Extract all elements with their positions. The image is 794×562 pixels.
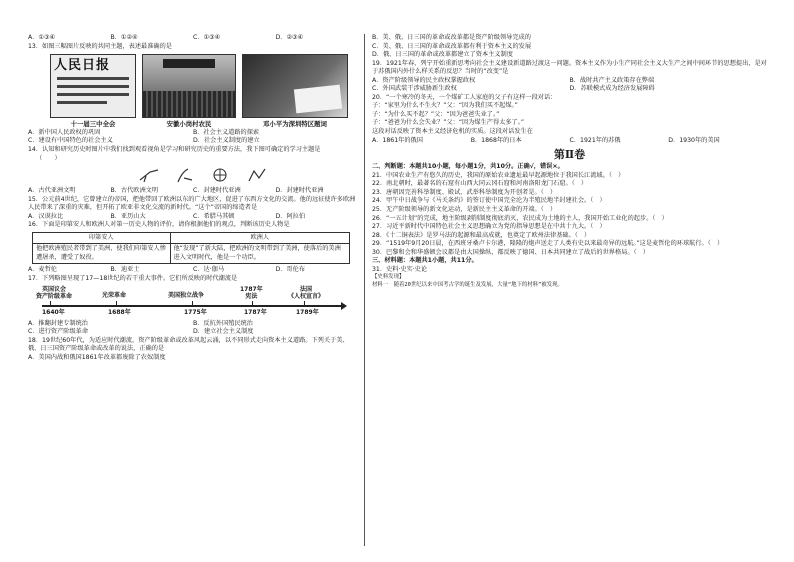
q14-option-c: C．封建时代亚洲 <box>193 187 241 195</box>
timeline-event: 1787年 宪法 <box>240 285 263 300</box>
plough-icon <box>138 166 160 184</box>
judge-item: 24．甲午中日战争与《马关条约》的签订使中国完全沦为半殖民地半封建社会。（ ） <box>372 197 606 205</box>
q19-options-row1 <box>372 77 767 86</box>
judge-item: 22．南北朝时，最著名的石窟有山西大同云冈石窟和河南洛阳龙门石窟。（ ） <box>372 180 588 188</box>
judge-item: 27．习近平新时代中国特色社会主义思想确立为党的指导思想是在中共十九大。（ ） <box>372 223 606 231</box>
crowd-shape <box>143 91 235 117</box>
q20-option-a: A．1861年的俄国 <box>372 136 423 144</box>
q20-dialog-line: 子：“爸爸为什么会失业？”父：“因为煤生产得太多了。” <box>372 119 525 127</box>
timeline-tick <box>252 301 253 306</box>
q18-option-a: A．美国内战和俄国1861年改革都废除了农奴制度 <box>28 353 166 361</box>
q14-stem: 14．认知和研究历史时图片中我们找到观看视角是学习和研究历史的重要方法，我下图可确定的学习主题是 <box>28 146 321 154</box>
q13-option-d: D．社会主义制度的建立 <box>193 137 260 145</box>
newspaper-photo <box>50 54 136 118</box>
judge-section-heading: 二、判断题：本题共10小题，每小题1分，共10分。正确√，错误×。 <box>372 163 564 171</box>
q15-options <box>28 213 358 222</box>
table-cell-indian: 他把欧洲殖民者带到了美洲，使我们印第安人惨遭屠杀，遭受了奴役。 <box>33 244 171 264</box>
headline-bar <box>57 101 107 104</box>
part2-title: 第Ⅱ卷 <box>553 148 586 162</box>
headline-bar <box>57 93 129 96</box>
table-header-european: 欧洲人 <box>170 232 350 244</box>
q15-option-d: D．阿拉伯 <box>275 212 306 220</box>
q16-option-c: C．达·伽马 <box>193 266 225 274</box>
q18-option-d: D．俄、日三国的革命或改革都建立了资本主义制度 <box>372 51 513 59</box>
q12-option-b: B．①②④ <box>110 34 138 41</box>
q13-photos <box>50 54 358 118</box>
q17-timeline <box>36 285 342 318</box>
q19-option-d: D．苏联模式成为经济发展障碍 <box>569 85 655 93</box>
q17-option-a: A．推翻封建专制统治 <box>28 319 88 327</box>
q14-paren: （ ） <box>36 154 61 162</box>
q16-stem: 16．下面是印第安人和欧洲人对第一历史人物的评价，请你根据他们的观点，判断该历史人物是 <box>28 221 290 229</box>
q16-options <box>28 266 358 275</box>
q18-option-c: C．美、俄、日三国的革命或改革都有利于资本主义的发展 <box>372 42 532 50</box>
q18-option-b: B．美、俄、日三国的革命或改革都是资产阶级领导完成的 <box>372 34 531 41</box>
headline-bar <box>57 85 129 88</box>
left-column <box>28 34 358 362</box>
q17-options-row1 <box>28 320 358 329</box>
irrigation-icon <box>210 166 232 184</box>
column-divider <box>364 34 365 546</box>
q16-option-d: D．哥伦布 <box>275 266 306 274</box>
q15-option-a: A．汉谟拉比 <box>28 212 64 220</box>
q14-icons <box>138 166 358 184</box>
q15-option-b: B．亚历山大 <box>110 212 146 220</box>
inscription-paper <box>294 85 342 114</box>
judge-item: 21．中国农业生产有悠久的历史，我国的原始农业遗址最早起源地位于我国长江流域。（ ） <box>372 171 625 179</box>
timeline-tick <box>192 301 193 306</box>
timeline-event: 光荣革命 <box>102 291 127 299</box>
q12-options <box>28 34 358 43</box>
caption-1: 十一届三中全会 <box>70 120 116 129</box>
timeline-arrow <box>341 302 347 310</box>
inscription-photo <box>242 54 348 118</box>
smelting-icon <box>246 166 268 184</box>
timeline-tick <box>50 301 51 306</box>
timeline-event: 美国独立战争 <box>168 291 205 299</box>
timeline-event: 英国议会 资产阶级革命 <box>36 285 73 300</box>
q17-option-b: B．反抗外国殖民统治 <box>193 319 253 327</box>
q20-option-d: D．1930年的美国 <box>668 136 720 144</box>
judge-item: 30．巴黎和会和华盛顿会议都是由大国操纵，都反映了德国、日本共同建立了战后的世界格局。（ ） <box>372 248 650 256</box>
q20-dialog-line: 子：“家里为什么不生火？”父：“因为我们买不起煤。” <box>372 102 518 110</box>
q16-option-b: B．迪亚士 <box>110 266 140 274</box>
q20-option-c: C．1921年的苏俄 <box>569 136 621 144</box>
q13-captions <box>50 120 358 129</box>
timeline-year: 1640年 <box>42 308 65 316</box>
judge-item: 28．《十二铜表法》是罗马法的起源和最高成就，也奠定了欧州法律基础。（ ） <box>372 231 591 239</box>
table-header-indian: 印第安人 <box>33 232 171 244</box>
q31-title: 31．史料·史实·史论 <box>372 265 428 273</box>
q19-option-b: B．战时共产主义政策存在弊端 <box>569 76 655 84</box>
q20-option-b: B．1868年的日本 <box>470 136 522 144</box>
right-column <box>372 34 767 289</box>
q17-options-row2 <box>28 328 358 337</box>
q17-option-d: D．建立社会主义制度 <box>193 328 254 336</box>
caption-2: 安徽小岗村农民 <box>166 120 212 129</box>
timeline-year: 1775年 <box>184 308 207 316</box>
q13-options-row2 <box>28 137 358 146</box>
village-sign <box>163 59 215 68</box>
judge-item: 25．无产阶级领导的新文化运动，是新民主主义革命的开端。（ ） <box>372 206 557 214</box>
q12-option-d: D．②③④ <box>275 34 304 41</box>
q15-stem: 15．公元前4世纪，它曾建立的帝国，把他带回了欧洲以东的广大地区，促进了东西方文化的交流。他的远征使许多欧洲人民带来了深重的灾难，但开拓了欧亚非文化交流的新时代。“这个”帝国的缔造者是 <box>28 195 356 212</box>
q19-option-c: C．外国武装干涉威胁新生政权 <box>372 85 457 93</box>
q17-stem: 17．下列略图呈现了17—18世纪的若干重大事件。它们所反映的时代潮流是 <box>28 275 238 283</box>
timeline-tick <box>304 301 305 306</box>
timeline-tick <box>116 301 117 306</box>
q13-stem: 13．如图三幅图片反映的共同主题，表述最准确的是 <box>28 42 172 50</box>
q31-material: 材料一 随着20世纪以来中国考古学的诞生及发展，大量“地下的材料”被发现。 <box>372 281 563 288</box>
q12-option-c: C．①③④ <box>193 34 221 41</box>
headline-bar <box>57 77 129 80</box>
q14-option-b: B．古代欧洲文明 <box>110 187 159 195</box>
q19-stem: 19．1921年春，列宁开始重新思考向社会主义建设新道路过渡这一问题。资本主义作为小生产同社会主义大生产之间中间环节的思想提出，是对于苏俄国内外什么样关系的反思？当时的“改变”是 <box>372 59 767 76</box>
timeline-year: 1789年 <box>296 308 319 316</box>
judge-item: 23．唐朝因完善科举制度、殿试、武举科举制度为开创者是。（ ） <box>372 188 557 196</box>
q19-option-a: A．资产阶级领导的民主政权掌握政权 <box>372 76 476 84</box>
q19-options-row2 <box>372 85 767 94</box>
q16-table <box>32 232 350 265</box>
material-section-heading: 三、材料题：本题共1小题，共11分。 <box>372 257 478 265</box>
q14-option-d: D．封建时代亚洲 <box>275 187 324 195</box>
sowing-icon <box>174 166 196 184</box>
q13-option-b: B．社会主义道路的探索 <box>193 128 260 136</box>
q20-tail: 这段对话反映了资本主义经济危机的实质。这段对话发生在 <box>372 128 533 136</box>
q14-option-a: A．古代亚洲文明 <box>28 187 76 195</box>
q31-label: 【史料发现】 <box>372 274 405 281</box>
newspaper-masthead: 人民日报 <box>54 58 111 74</box>
judge-item: 29．“1519年9月20日晨，在西班牙桑卢卡尔港，隆隆的炮声送走了人类有史以来最奇异的远航。”这是麦哲伦的环球航行。（ ） <box>372 240 724 248</box>
q17-option-c: C．进行资产阶级革命 <box>28 328 89 336</box>
q20-dialog-line: 子：“为什么买不起？”父：“因为爸爸失业了。” <box>372 110 500 118</box>
q16-option-a: A．麦哲伦 <box>28 266 57 274</box>
caption-3: 邓小平为深圳特区题词 <box>263 120 327 129</box>
timeline-year: 1688年 <box>108 308 131 316</box>
q18-stem: 18．19世纪60年代，为适应时代潮流，资产阶级革命或改革风起云涌，以不同形式走向资本主义道路。下列关于美、俄、日三国资产阶级革命或改革的说法，正确的是 <box>28 336 349 353</box>
judge-item: 26．“一五计划”的完成，地主阶级剥削制度彻底消灭，农民成为土地的主人，我国开始工业化的起步。（ ） <box>372 214 668 222</box>
q20-options <box>372 137 767 146</box>
q15-option-c: C．希腊马其顿 <box>193 212 235 220</box>
timeline-year: 1787年 <box>244 308 267 316</box>
q14-options <box>28 187 358 196</box>
q20-stem: 20．“一个寒冷的冬天，一个煤矿工人家庭的父子有这样一段对话： <box>372 93 557 101</box>
q13-option-a: A．新中国人民政权的巩固 <box>28 128 101 136</box>
table-cell-european: 他“发现”了新大陆，把欧洲的文明带到了美洲，使落后的美洲进入文明时代，他是一个功臣。 <box>170 244 350 264</box>
q12-option-a: A．①③④ <box>28 34 56 41</box>
q13-option-c: C．建设有中国特色的社会主义 <box>28 137 113 145</box>
timeline-event: 法国 《人权宣言》 <box>288 285 325 300</box>
village-photo <box>142 54 236 118</box>
